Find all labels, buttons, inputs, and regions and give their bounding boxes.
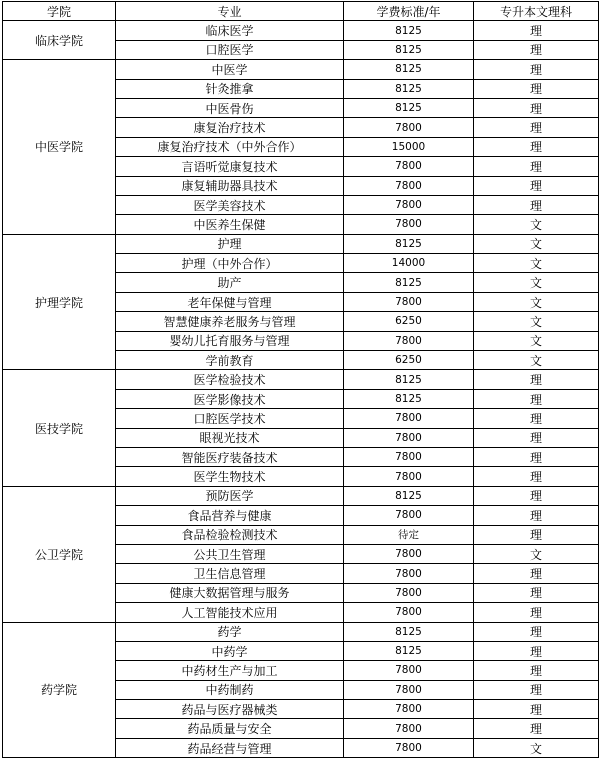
major-cell: 中药制药 [116,680,344,699]
track-cell: 文 [474,292,599,311]
track-cell: 理 [474,389,599,408]
fee-cell: 7800 [344,195,474,214]
table-header-row [3,2,599,21]
track-cell: 理 [474,195,599,214]
fee-cell: 7800 [344,467,474,486]
major-cell: 人工智能技术应用 [116,603,344,622]
major-cell: 药品质量与安全 [116,719,344,738]
fee-cell: 7800 [344,331,474,350]
fee-cell: 7800 [344,603,474,622]
fee-cell: 8125 [344,641,474,660]
track-cell: 文 [474,234,599,253]
track-cell: 文 [474,544,599,563]
major-cell: 临床医学 [116,21,344,40]
track-cell: 理 [474,98,599,117]
fee-cell: 8125 [344,370,474,389]
track-cell: 文 [474,254,599,273]
major-cell: 老年保健与管理 [116,292,344,311]
table-row [3,622,599,641]
fee-cell: 7800 [344,118,474,137]
college-cell: 医技学院 [3,370,116,486]
major-cell: 医学影像技术 [116,389,344,408]
track-cell: 理 [474,641,599,660]
fee-cell: 14000 [344,254,474,273]
major-cell: 预防医学 [116,486,344,505]
fee-cell: 7800 [344,428,474,447]
track-cell: 理 [474,622,599,641]
college-cell: 公卫学院 [3,486,116,622]
table-row [3,60,599,79]
fee-cell: 7800 [344,506,474,525]
fee-cell: 8125 [344,486,474,505]
fee-cell: 15000 [344,137,474,156]
fee-cell: 8125 [344,273,474,292]
major-cell: 医学美容技术 [116,195,344,214]
major-cell: 助产 [116,273,344,292]
major-cell: 食品营养与健康 [116,506,344,525]
major-cell: 医学检验技术 [116,370,344,389]
track-cell: 理 [474,719,599,738]
track-cell: 文 [474,331,599,350]
college-cell: 护理学院 [3,234,116,370]
major-cell: 健康大数据管理与服务 [116,583,344,602]
track-cell: 理 [474,409,599,428]
major-cell: 中药学 [116,641,344,660]
track-cell: 理 [474,564,599,583]
fee-cell: 待定 [344,525,474,544]
major-cell: 言语听觉康复技术 [116,157,344,176]
major-cell: 药学 [116,622,344,641]
fee-cell: 7800 [344,292,474,311]
track-cell: 理 [474,525,599,544]
major-cell: 公共卫生管理 [116,544,344,563]
track-cell: 理 [474,583,599,602]
major-cell: 婴幼儿托育服务与管理 [116,331,344,350]
track-cell: 理 [474,157,599,176]
major-cell: 口腔医学技术 [116,409,344,428]
fee-cell: 8125 [344,40,474,59]
track-cell: 理 [474,40,599,59]
track-cell: 理 [474,118,599,137]
track-cell: 理 [474,661,599,680]
major-cell: 康复治疗技术（中外合作） [116,137,344,156]
fee-cell: 7800 [344,564,474,583]
college-cell: 中医学院 [3,60,116,235]
header-track: 专升本文理科 [474,2,599,21]
major-cell: 智慧健康养老服务与管理 [116,312,344,331]
table-row [3,486,599,505]
tuition-table [2,1,599,758]
fee-cell: 7800 [344,544,474,563]
major-cell: 护理（中外合作） [116,254,344,273]
track-cell: 理 [474,137,599,156]
fee-cell: 7800 [344,700,474,719]
table-row [3,370,599,389]
track-cell: 理 [474,603,599,622]
fee-cell: 7800 [344,661,474,680]
track-cell: 文 [474,273,599,292]
table-body [3,21,599,758]
track-cell: 理 [474,60,599,79]
table-row [3,234,599,253]
fee-cell: 7800 [344,719,474,738]
major-cell: 口腔医学 [116,40,344,59]
major-cell: 康复治疗技术 [116,118,344,137]
track-cell: 理 [474,486,599,505]
fee-cell: 6250 [344,351,474,370]
table-row [3,21,599,40]
major-cell: 医学生物技术 [116,467,344,486]
track-cell: 理 [474,79,599,98]
major-cell: 中医学 [116,60,344,79]
major-cell: 中医养生保健 [116,215,344,234]
header-college: 学院 [3,2,116,21]
major-cell: 药品经营与管理 [116,738,344,757]
track-cell: 文 [474,351,599,370]
track-cell: 理 [474,506,599,525]
fee-cell: 8125 [344,98,474,117]
track-cell: 文 [474,312,599,331]
fee-cell: 7800 [344,680,474,699]
track-cell: 理 [474,467,599,486]
track-cell: 理 [474,680,599,699]
track-cell: 理 [474,447,599,466]
fee-cell: 7800 [344,215,474,234]
major-cell: 护理 [116,234,344,253]
fee-cell: 8125 [344,21,474,40]
track-cell: 理 [474,21,599,40]
major-cell: 针灸推拿 [116,79,344,98]
track-cell: 理 [474,700,599,719]
track-cell: 理 [474,176,599,195]
major-cell: 药品与医疗器械类 [116,700,344,719]
college-cell: 药学院 [3,622,116,758]
major-cell: 食品检验检测技术 [116,525,344,544]
major-cell: 康复辅助器具技术 [116,176,344,195]
fee-cell: 7800 [344,176,474,195]
major-cell: 智能医疗装备技术 [116,447,344,466]
major-cell: 中医骨伤 [116,98,344,117]
fee-cell: 6250 [344,312,474,331]
fee-cell: 8125 [344,389,474,408]
fee-cell: 7800 [344,157,474,176]
college-cell: 临床学院 [3,21,116,60]
fee-cell: 7800 [344,738,474,757]
header-major: 专业 [116,2,344,21]
major-cell: 眼视光技术 [116,428,344,447]
track-cell: 理 [474,428,599,447]
fee-cell: 8125 [344,79,474,98]
major-cell: 卫生信息管理 [116,564,344,583]
fee-cell: 7800 [344,447,474,466]
fee-cell: 7800 [344,409,474,428]
fee-cell: 8125 [344,234,474,253]
fee-cell: 8125 [344,622,474,641]
major-cell: 学前教育 [116,351,344,370]
header-fee: 学费标准/年 [344,2,474,21]
fee-cell: 7800 [344,583,474,602]
major-cell: 中药材生产与加工 [116,661,344,680]
track-cell: 文 [474,738,599,757]
track-cell: 文 [474,215,599,234]
track-cell: 理 [474,370,599,389]
fee-cell: 8125 [344,60,474,79]
